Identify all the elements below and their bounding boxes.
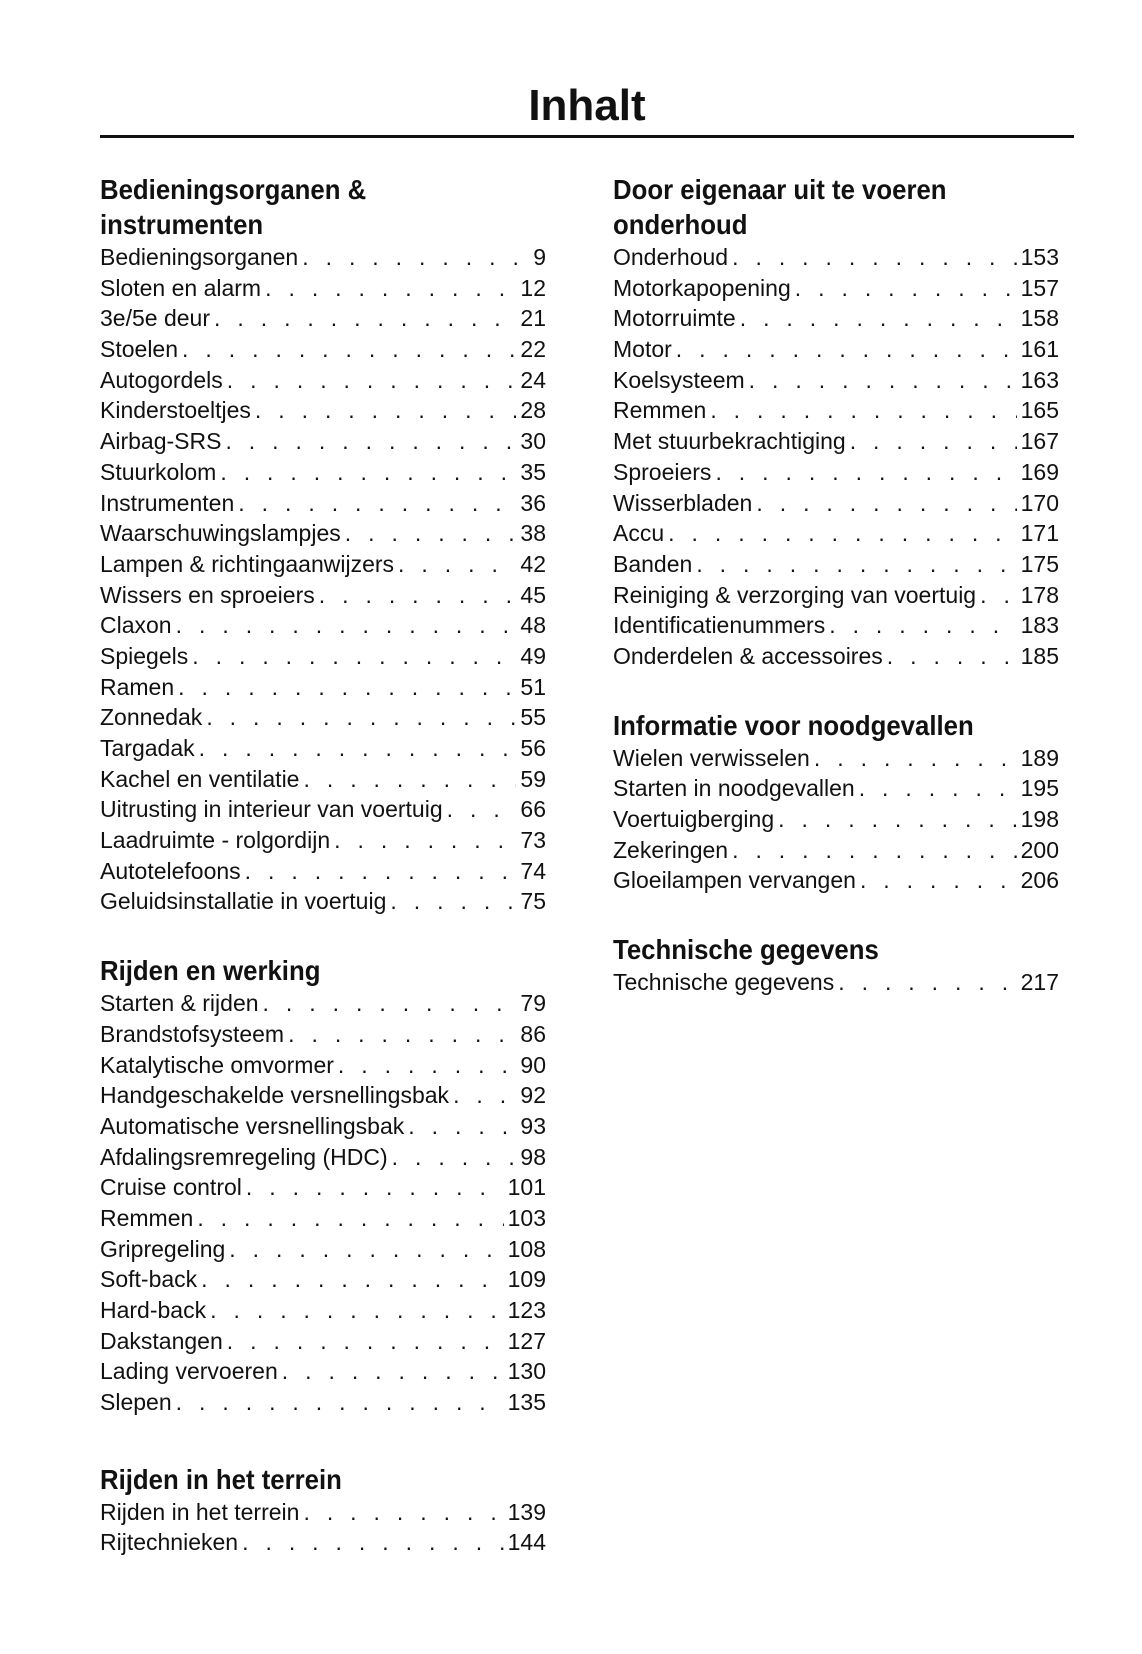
toc-entry-page-number: 93 xyxy=(520,1112,546,1139)
toc-entry-label: Laadruimte - rolgordijn xyxy=(100,827,331,854)
toc-entry-label: Automatische versnellingsbak xyxy=(100,1112,405,1139)
toc-entry-label: Starten & rijden xyxy=(100,990,259,1017)
section-heading: Technische gegevens xyxy=(613,934,879,966)
dot-leader xyxy=(814,743,1017,774)
toc-entry-page-number: 183 xyxy=(1020,612,1059,639)
toc-entry xyxy=(613,773,1059,804)
toc-entry-page-number: 171 xyxy=(1020,520,1059,547)
toc-entry-label: Lampen & richtingaanwijzers xyxy=(100,550,395,577)
toc-entry-page-number: 24 xyxy=(520,366,546,393)
dot-leader xyxy=(176,1387,504,1418)
dot-leader xyxy=(715,457,1016,488)
dot-leader xyxy=(238,488,516,519)
toc-entry-label: Claxon xyxy=(100,612,172,639)
toc-entry-page-number: 157 xyxy=(1020,274,1059,301)
dot-leader xyxy=(176,610,517,641)
toc-entry-label: Motorruimte xyxy=(613,305,736,332)
toc-entry-label: Remmen xyxy=(100,1204,194,1231)
toc-entry xyxy=(100,1295,546,1326)
toc-entry-label: Technische gegevens xyxy=(613,969,835,996)
toc-section xyxy=(613,708,1059,896)
dot-leader xyxy=(795,273,1017,304)
toc-entry xyxy=(100,794,546,825)
toc-entry xyxy=(100,303,546,334)
toc-entry xyxy=(613,865,1059,896)
toc-entry-page-number: 165 xyxy=(1020,397,1059,424)
dot-leader xyxy=(696,549,1016,580)
toc-entry-page-number: 185 xyxy=(1020,642,1059,669)
toc-entry-label: Handgeschakelde versnellingsbak xyxy=(100,1082,450,1109)
toc-entry xyxy=(613,580,1059,611)
toc-entry-page-number: 103 xyxy=(507,1204,546,1231)
toc-entry xyxy=(613,835,1059,866)
toc-entry-page-number: 206 xyxy=(1020,867,1059,894)
toc-entry-page-number: 198 xyxy=(1020,806,1059,832)
toc-entry xyxy=(100,1050,546,1081)
dot-leader xyxy=(319,580,517,611)
toc-entry-page-number: 135 xyxy=(507,1389,546,1416)
dot-leader xyxy=(201,1264,503,1295)
toc-entry-list xyxy=(613,967,1059,998)
toc-entry-page-number: 178 xyxy=(1020,581,1059,608)
dot-leader xyxy=(245,856,517,887)
toc-entry xyxy=(613,457,1059,488)
toc-entry-label: Rijtechnieken xyxy=(100,1529,239,1556)
toc-entry-label: Onderdelen & accessoires xyxy=(613,642,883,669)
dot-leader xyxy=(732,835,1017,866)
toc-section xyxy=(613,172,1059,672)
toc-entry-label: Airbag-SRS xyxy=(100,428,222,455)
toc-entry-page-number: 139 xyxy=(507,1498,546,1525)
toc-entry-label: Motor xyxy=(613,336,672,363)
toc-entry-page-number: 66 xyxy=(520,796,546,823)
toc-entry-page-number: 101 xyxy=(507,1174,546,1201)
toc-entry-label: Stoelen xyxy=(100,336,179,363)
toc-entry xyxy=(100,988,546,1019)
toc-entry xyxy=(100,273,546,304)
dot-leader xyxy=(303,764,516,795)
toc-entry-page-number: 170 xyxy=(1020,489,1059,516)
toc-entry-label: Reiniging & verzorging van voertuig xyxy=(613,581,977,608)
toc-entry-page-number: 108 xyxy=(507,1235,546,1262)
toc-entry xyxy=(100,1326,546,1357)
toc-entry xyxy=(613,488,1059,519)
toc-entry-page-number: 38 xyxy=(520,520,546,547)
toc-entry-label: Bedieningsorganen xyxy=(100,244,299,270)
section-heading: Informatie voor noodgevallen xyxy=(613,709,974,741)
toc-entry xyxy=(100,395,546,426)
toc-entry-page-number: 42 xyxy=(520,550,546,577)
toc-entry xyxy=(100,702,546,733)
dot-leader xyxy=(227,1326,504,1357)
dot-leader xyxy=(447,794,517,825)
toc-entry-label: Onderhoud xyxy=(613,244,729,270)
toc-entry xyxy=(613,242,1059,273)
dot-leader xyxy=(220,457,516,488)
toc-entry xyxy=(100,580,546,611)
toc-entry-page-number: 9 xyxy=(533,244,546,270)
dot-leader xyxy=(710,395,1016,426)
toc-entry-label: Brandstofsysteem xyxy=(100,1020,285,1047)
dot-leader xyxy=(288,1019,516,1050)
toc-section xyxy=(100,953,546,1418)
toc-entry-page-number: 195 xyxy=(1020,775,1059,802)
dot-leader xyxy=(206,702,516,733)
toc-entry-page-number: 45 xyxy=(520,581,546,608)
toc-entry-label: Ramen xyxy=(100,673,175,700)
dot-leader xyxy=(829,610,1016,641)
toc-entry-label: Banden xyxy=(613,550,693,577)
toc-section xyxy=(100,172,546,917)
toc-entry-label: Accu xyxy=(613,520,665,547)
dot-leader xyxy=(408,1111,516,1142)
toc-entry xyxy=(100,518,546,549)
toc-entry-page-number: 123 xyxy=(507,1297,546,1323)
toc-entry xyxy=(100,641,546,672)
section-heading: Door eigenaar uit te voeren onderhoud xyxy=(613,174,947,240)
toc-entry xyxy=(100,549,546,580)
toc-entry-page-number: 75 xyxy=(520,888,546,915)
toc-entry-label: Uitrusting in interieur van voertuig xyxy=(100,796,443,823)
dot-leader xyxy=(192,641,516,672)
toc-entry-page-number: 86 xyxy=(520,1020,546,1047)
toc-column-right xyxy=(613,172,1059,998)
toc-entry-page-number: 49 xyxy=(520,642,546,669)
toc-entry xyxy=(100,426,546,457)
toc-entry xyxy=(613,610,1059,641)
toc-entry-list xyxy=(100,988,546,1418)
dot-leader xyxy=(178,672,516,703)
toc-entry xyxy=(100,886,546,917)
toc-entry xyxy=(100,764,546,795)
toc-entry-label: Waarschuwingslampjes xyxy=(100,520,341,547)
dot-leader xyxy=(302,242,529,273)
toc-entry-page-number: 200 xyxy=(1020,836,1059,863)
dot-leader xyxy=(225,426,516,457)
dot-leader xyxy=(227,365,517,396)
section-heading: Rijden en werking xyxy=(100,955,321,987)
toc-column-left xyxy=(100,172,546,1558)
toc-entry xyxy=(100,856,546,887)
toc-entry-label: Remmen xyxy=(613,397,707,424)
toc-entry xyxy=(100,1111,546,1142)
toc-entry xyxy=(100,1497,546,1528)
dot-leader xyxy=(246,1172,504,1203)
dot-leader xyxy=(392,1142,517,1173)
toc-entry-page-number: 35 xyxy=(520,458,546,485)
toc-entry xyxy=(100,733,546,764)
toc-entry xyxy=(100,1527,546,1558)
toc-entry-list xyxy=(613,743,1059,896)
dot-leader xyxy=(453,1080,516,1111)
toc-entry-page-number: 74 xyxy=(520,857,546,884)
dot-leader xyxy=(778,804,1017,835)
toc-entry-label: Targadak xyxy=(100,735,195,761)
toc-entry xyxy=(100,1080,546,1111)
toc-entry-page-number: 73 xyxy=(520,827,546,854)
dot-leader xyxy=(850,426,1017,457)
dot-leader xyxy=(740,303,1017,334)
toc-entry-label: Instrumenten xyxy=(100,489,235,516)
dot-leader xyxy=(265,273,516,304)
toc-entry-page-number: 98 xyxy=(520,1143,546,1170)
toc-entry xyxy=(613,641,1059,672)
toc-entry-page-number: 92 xyxy=(520,1082,546,1109)
toc-entry-list xyxy=(100,1497,546,1558)
toc-entry xyxy=(100,1172,546,1203)
toc-entry xyxy=(100,672,546,703)
dot-leader xyxy=(182,334,516,365)
toc-entry-page-number: 153 xyxy=(1020,244,1059,270)
toc-entry-page-number: 167 xyxy=(1020,428,1059,455)
toc-entry-page-number: 55 xyxy=(520,704,546,731)
toc-entry-label: Motorkapopening xyxy=(613,274,791,301)
toc-entry xyxy=(100,825,546,856)
toc-entry-page-number: 169 xyxy=(1020,458,1059,485)
toc-section xyxy=(100,1462,546,1558)
dot-leader xyxy=(887,641,1017,672)
dot-leader xyxy=(263,988,517,1019)
toc-entry-page-number: 12 xyxy=(520,274,546,301)
toc-entry-label: 3e/5e deur xyxy=(100,305,210,332)
toc-entry xyxy=(100,1019,546,1050)
dot-leader xyxy=(398,549,516,580)
dot-leader xyxy=(334,825,516,856)
toc-entry-label: Geluidsinstallatie in voertuig xyxy=(100,888,387,915)
dot-leader xyxy=(242,1527,504,1558)
section-heading: Rijden in het terrein xyxy=(100,1463,342,1495)
toc-entry-label: Kachel en ventilatie xyxy=(100,765,300,792)
toc-entry-page-number: 59 xyxy=(520,765,546,792)
toc-entry xyxy=(100,1387,546,1418)
toc-entry xyxy=(100,1203,546,1234)
toc-entry xyxy=(100,488,546,519)
toc-entry-label: Spiegels xyxy=(100,642,189,669)
toc-entry-label: Autogordels xyxy=(100,366,223,393)
toc-entry xyxy=(100,1142,546,1173)
toc-entry-label: Lading vervoeren xyxy=(100,1358,278,1385)
dot-leader xyxy=(980,580,1017,611)
toc-entry-page-number: 36 xyxy=(520,489,546,516)
dot-leader xyxy=(860,865,1017,896)
toc-entry-label: Wissers en sproeiers xyxy=(100,581,315,608)
dot-leader xyxy=(859,773,1017,804)
toc-entry-page-number: 189 xyxy=(1020,744,1059,771)
toc-entry-page-number: 158 xyxy=(1020,305,1059,332)
toc-entry xyxy=(613,365,1059,396)
toc-entry-label: Katalytische omvormer xyxy=(100,1051,334,1078)
toc-entry xyxy=(613,804,1059,835)
toc-entry xyxy=(613,426,1059,457)
toc-entry-label: Stuurkolom xyxy=(100,458,217,485)
toc-entry xyxy=(100,1234,546,1265)
toc-entry-label: Starten in noodgevallen xyxy=(613,775,855,802)
toc-entry-page-number: 217 xyxy=(1020,969,1059,996)
toc-entry-page-number: 21 xyxy=(520,305,546,332)
toc-entry-page-number: 30 xyxy=(520,428,546,455)
dot-leader xyxy=(214,303,516,334)
toc-entry-label: Dakstangen xyxy=(100,1327,223,1354)
toc-entry xyxy=(613,303,1059,334)
toc-entry xyxy=(613,549,1059,580)
toc-entry xyxy=(613,743,1059,774)
toc-entry-label: Voertuigberging xyxy=(613,806,775,832)
toc-entry-label: Sloten en alarm xyxy=(100,274,262,301)
toc-entry-page-number: 144 xyxy=(507,1529,546,1556)
dot-leader xyxy=(838,967,1016,998)
toc-entry xyxy=(100,457,546,488)
dot-leader xyxy=(676,334,1017,365)
toc-entry xyxy=(613,395,1059,426)
section-heading: Bedieningsorganen & instrumenten xyxy=(100,174,367,240)
toc-entry-label: Met stuurbekrachtiging xyxy=(613,428,846,455)
dot-leader xyxy=(338,1050,516,1081)
toc-entry-page-number: 51 xyxy=(520,673,546,700)
dot-leader xyxy=(282,1356,504,1387)
toc-section xyxy=(613,932,1059,998)
toc-entry xyxy=(100,610,546,641)
toc-entry-page-number: 130 xyxy=(507,1358,546,1385)
dot-leader xyxy=(199,733,517,764)
page-title: Inhalt xyxy=(528,81,646,130)
toc-entry-page-number: 175 xyxy=(1020,550,1059,577)
dot-leader xyxy=(210,1295,504,1326)
toc-entry xyxy=(613,518,1059,549)
dot-leader xyxy=(255,395,517,426)
toc-entry-label: Koelsysteem xyxy=(613,366,745,393)
toc-entry-label: Identificatienummers xyxy=(613,612,826,639)
toc-entry-label: Afdalingsremregeling (HDC) xyxy=(100,1143,388,1170)
toc-entry-label: Cruise control xyxy=(100,1174,242,1201)
toc-entry-list xyxy=(100,242,546,917)
toc-entry-label: Wielen verwisselen xyxy=(613,744,810,771)
dot-leader xyxy=(756,488,1016,519)
dot-leader xyxy=(303,1497,503,1528)
toc-entry-label: Kinderstoeltjes xyxy=(100,397,251,424)
toc-entry-page-number: 56 xyxy=(520,735,546,761)
dot-leader xyxy=(345,518,517,549)
toc-entry-page-number: 127 xyxy=(507,1327,546,1354)
toc-entry-page-number: 48 xyxy=(520,612,546,639)
toc-entry xyxy=(613,273,1059,304)
dot-leader xyxy=(197,1203,503,1234)
dot-leader xyxy=(668,518,1016,549)
dot-leader xyxy=(749,365,1017,396)
toc-entry-label: Hard-back xyxy=(100,1297,207,1323)
dot-leader xyxy=(732,242,1017,273)
dot-leader xyxy=(229,1234,503,1265)
toc-entry-label: Autotelefoons xyxy=(100,857,241,884)
toc-entry-label: Rijden in het terrein xyxy=(100,1498,300,1525)
toc-entry-page-number: 22 xyxy=(520,336,546,363)
toc-entry-page-number: 109 xyxy=(507,1266,546,1293)
toc-entry xyxy=(100,365,546,396)
toc-entry xyxy=(100,334,546,365)
title-divider xyxy=(100,135,1074,138)
toc-entry-page-number: 90 xyxy=(520,1051,546,1078)
toc-entry xyxy=(100,1264,546,1295)
toc-entry-page-number: 28 xyxy=(520,397,546,424)
toc-entry-label: Soft-back xyxy=(100,1266,198,1293)
toc-entry xyxy=(100,242,546,273)
toc-entry-page-number: 79 xyxy=(520,990,546,1017)
toc-entry-label: Sproeiers xyxy=(613,458,712,485)
toc-entry-label: Zonnedak xyxy=(100,704,203,731)
toc-entry-label: Gripregeling xyxy=(100,1235,226,1262)
toc-entry-list xyxy=(613,242,1059,672)
toc-entry-page-number: 163 xyxy=(1020,366,1059,393)
toc-entry-page-number: 161 xyxy=(1020,336,1059,363)
toc-entry-label: Slepen xyxy=(100,1389,172,1416)
toc-entry xyxy=(100,1356,546,1387)
toc-entry xyxy=(613,967,1059,998)
toc-entry xyxy=(613,334,1059,365)
dot-leader xyxy=(390,886,516,917)
toc-entry-label: Zekeringen xyxy=(613,836,729,863)
toc-entry-label: Gloeilampen vervangen xyxy=(613,867,856,894)
toc-entry-label: Wisserbladen xyxy=(613,489,753,516)
